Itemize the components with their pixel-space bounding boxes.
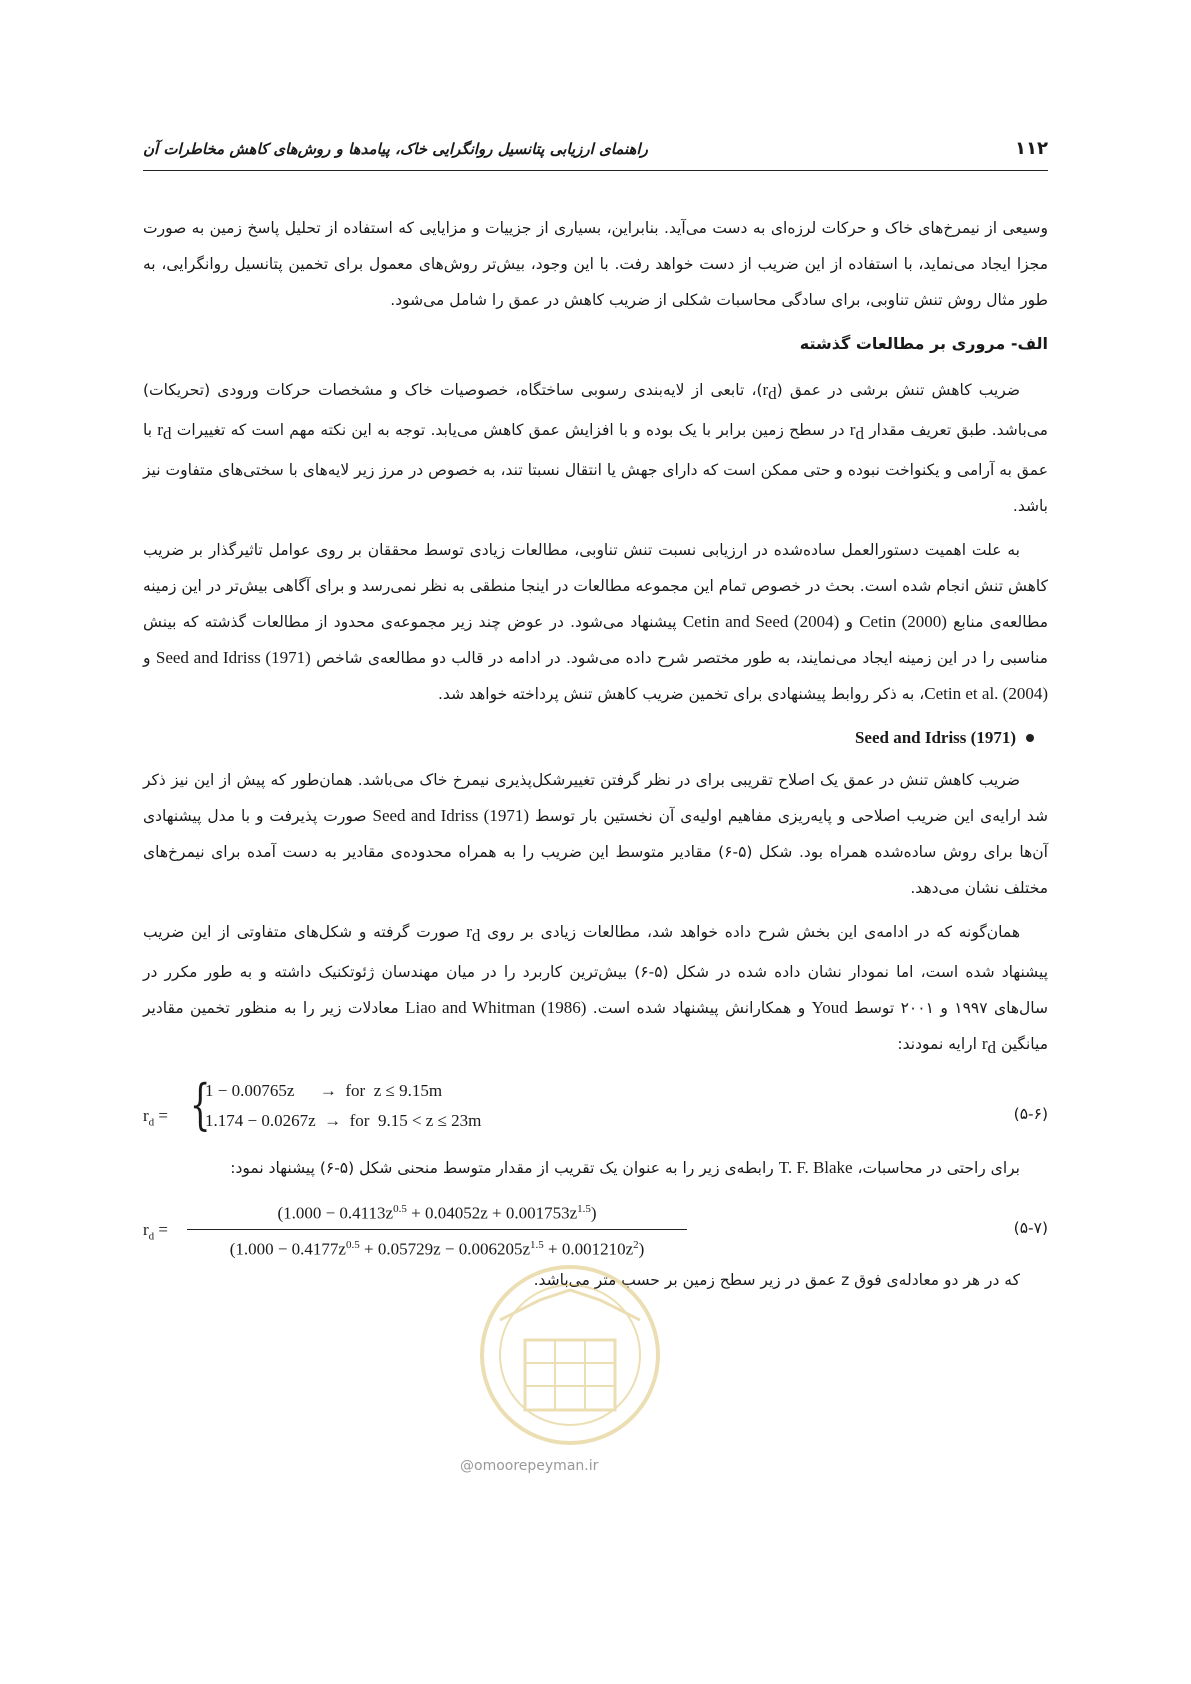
equation-case-1: 1 − 0.00765z → for z ≤ 9.15m: [205, 1081, 443, 1101]
citation: Cetin et al. (2004): [924, 684, 1048, 704]
page-body: [143, 210, 1048, 1306]
equation-number: (۵-۷): [1013, 1219, 1048, 1238]
equation-fraction: [187, 1196, 687, 1262]
fraction-bar: [187, 1229, 687, 1230]
paragraph-2: ضریب کاهش تنش برشی در عمق $(r_d)،$ تابعی از لایه‌بندی رسوبی ساختگاه، خصوصیات خاک و مشخصات حرکات ورودی (تحریکات) می‌باشد. طبق تعریف مقدار $r_d$ در سطح زمین برابر با یک بوده و با افزایش عمق کاهش می‌یابد. توجه به این نکته مهم است که تغییرات $r_d$ با عمق به آرامی و یکنواخت نبوده و حتی ممکن است که دارای جهش یا انتقال نسبتا تند، به خصوص در مرز زیر لایه‌های با سختی‌های متفاوت نیز باشد.: [143, 380, 1048, 516]
equation-denominator: $(1.000 - 0.4177z^{0.5} + 0.05729z - 0.006205z^{1.5} + 0.001210z^2)$: [229, 1239, 645, 1259]
citation: T. F. Blake: [778, 1158, 853, 1178]
paragraph-6: برای راحتی در محاسبات، T. F. Blake رابطه‌ی زیر را به عنوان یک تقریب از مقدار متوسط منحنی شکل (۵-۶) پیشنهاد نمود:: [230, 1158, 1020, 1178]
paragraph-1: وسیعی از نیمرخ‌های خاک و حرکات لرزه‌ای به دست می‌آید. بنابراین، بسیاری از جزییات و مزایایی که استفاده از تحلیل پاسخ زمین به صورت مجزا ایجاد می‌نماید، با استفاده از این ضریب از دست خواهد رفت. با این وجود، بیش‌تر روش‌های معمول برای تخمین پتانسیل روانگرایی، به طور مثال روش تنش تناوبی، برای سادگی محاسبات شکلی از ضریب کاهش در عمق را شامل می‌شود.: [143, 219, 1048, 309]
bullet-dot-icon: [1026, 734, 1034, 742]
equation-numerator: $(1.000 - 0.4113z^{0.5} + 0.04052z + 0.001753z^{1.5})$: [277, 1203, 597, 1224]
citation: Youd: [811, 998, 848, 1018]
paragraph-7: که در هر دو معادله‌ی فوق z عمق در زیر سطح زمین بر حسب متر می‌باشد.: [533, 1271, 1020, 1290]
paragraph-3: به علت اهمیت دستورالعمل ساده‌شده در ارزیابی نسبت تنش تناوبی، مطالعات زیادی توسط محققان بر روی عوامل تاثیرگذار بر ضریب کاهش تنش انجام شده است. بحث در خصوص تمام این مجموعه مطالعات در اینجا منطقی به نظر نمی‌رسد و برای آگاهی بیش‌تر در این زمینه مطالعه‌ی منابع Cetin (2000) و Cetin and Seed (2004) پیشنهاد می‌شود. در عوض چند زیر مجموعه‌ی محدود از مطالعات گذشته که بینش مناسبی را در این زمینه ایجاد می‌نمایند، به طور مختصر شرح داده می‌شود. در ادامه در قالب دو مطالعه‌ی شاخص Seed and Idriss (1971) و Cetin et al. (2004)، به ذکر روابط پیشنهادی برای تخمین ضریب کاهش تنش پرداخته خواهد شد.: [143, 541, 1048, 704]
citation: Seed and Idriss (1971): [155, 648, 311, 668]
header-rule: [143, 170, 1048, 171]
bullet-heading: Seed and Idriss (1971): [143, 720, 1048, 756]
running-header: [143, 134, 1048, 174]
equation-lhs: $r_d$ =: [143, 1220, 169, 1243]
page-number: ۱۱۲: [1015, 138, 1048, 159]
citation: Liao and Whitman (1986): [405, 998, 587, 1018]
citation: Cetin and Seed (2004): [682, 612, 840, 632]
equation-cases: [205, 1076, 481, 1136]
equation-number: (۵-۶): [1013, 1105, 1048, 1124]
section-title: الف- مروری بر مطالعات گذشته: [799, 334, 1048, 353]
equation-case-2: 1.174 − 0.0267z → for 9.15 < z ≤ 23m: [205, 1111, 482, 1131]
equation-5-7: [143, 1194, 1048, 1259]
citation: Cetin (2000): [859, 612, 947, 632]
book-title: راهنمای ارزیابی پتانسیل روانگرایی خاک، پیامدها و روش‌های کاهش مخاطرات آن: [143, 140, 648, 158]
paragraph-5: همان‌گونه که در ادامه‌ی این بخش شرح داده خواهد شد، مطالعات زیادی بر روی $r_d$ صورت گرفته و شکل‌های متفاوتی از این ضریب پیشنهاد شده است، اما نمودار نشان داده شده در شکل (۵-۶) بیش‌ترین کاربرد را در میان مهندسان ژئوتکنیک داشته و به طور مکرر در سال‌های ۱۹۹۷ و ۲۰۰۱ توسط Youd و همکارانش پیشنهاد شده است. Liao and Whitman (1986) معادلات زیر را به منظور تخمین مقادیر میانگین $r_d$ ارایه نمودند:: [143, 922, 1049, 1058]
citation: Seed and Idriss (1971): [372, 806, 529, 826]
left-brace-icon: {: [189, 1073, 211, 1137]
equation-5-6: [143, 1074, 1048, 1144]
watermark-text: @omoorepeyman.ir: [460, 1458, 599, 1474]
paragraph-4: ضریب کاهش تنش در عمق یک اصلاح تقریبی برای در نظر گرفتن تغییرشکل‌پذیری نیمرخ خاک می‌باشد. همان‌طور که پیش از این نیز ذکر شد ارایه‌ی این ضریب اصلاحی و پایه‌ریزی مفاهیم اولیه‌ی آن نخستین بار توسط Seed and Idriss (1971) صورت پذیرفت و با مدل پیشنهادی آن‌ها برای روش ساده‌شده همراه بود. شکل (۵-۶) مقادیر متوسط این ضریب را به همراه محدوده‌ی مقادیر به دست آمده برای نیمرخ‌های مختلف نشان می‌دهد.: [143, 771, 1048, 898]
equation-lhs: $r_d$ =: [143, 1106, 169, 1129]
watermark-logo: [430, 1260, 710, 1450]
